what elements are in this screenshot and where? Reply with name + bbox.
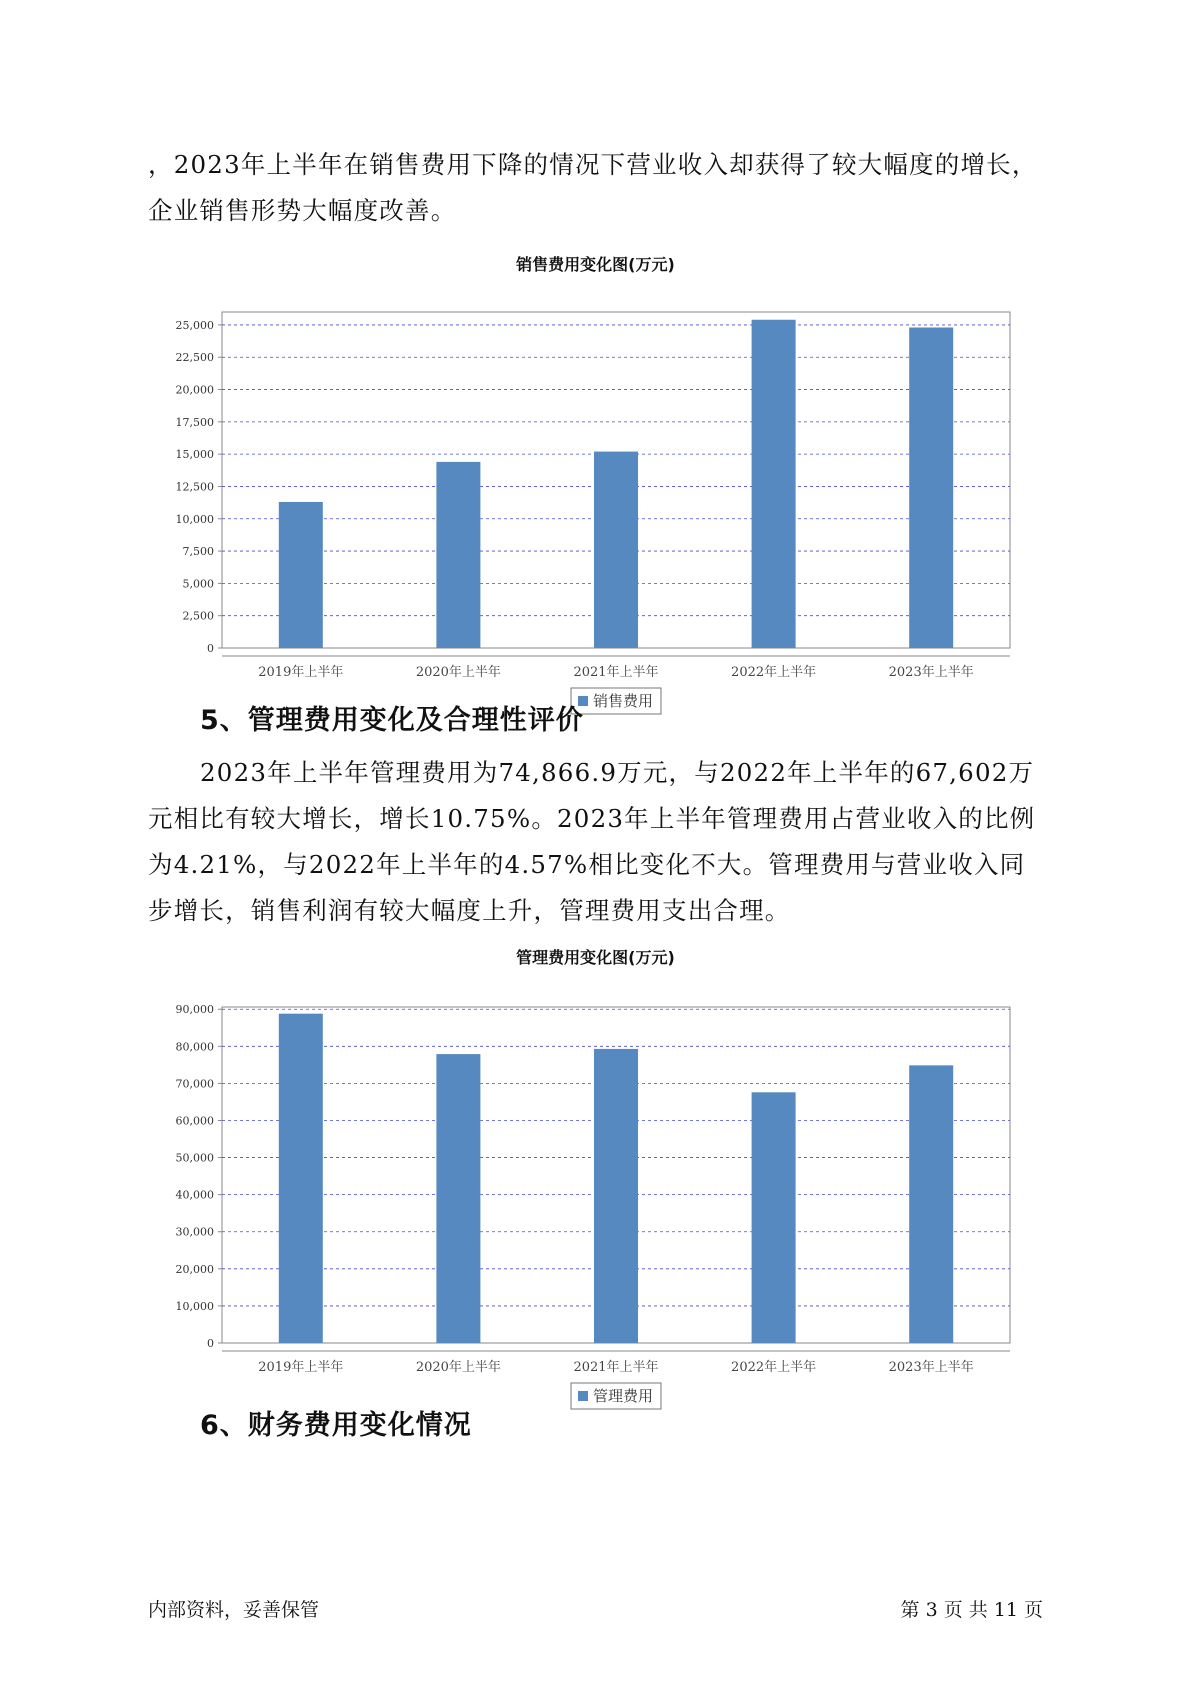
section5-heading: 5、管理费用变化及合理性评价 bbox=[200, 705, 584, 736]
bar bbox=[594, 452, 638, 648]
x-tick-label: 2020年上半年 bbox=[415, 1360, 501, 1375]
admin-expense-chart bbox=[0, 975, 1191, 1405]
section5-paragraph bbox=[148, 750, 1043, 934]
admin-chart-title: 管理费用变化图(万元) bbox=[516, 948, 675, 967]
section5-paragraph-text: 2023年上半年管理费用为74,866.9万元，与2022年上半年的67,602万元相比有较大增长，增长10.75%。2023年上半年管理费用占营业收入的比例为4.21%，与2022年上半年的4.57%相比变化不大。管理费用与营业收入同步增长，销售利润有较大幅度上升，管理费用支出合理。 bbox=[148, 758, 1036, 925]
intro-paragraph: ，2023年上半年在销售费用下降的情况下营业收入却获得了较大幅度的增长，企业销售形势大幅度改善。 bbox=[148, 150, 1038, 225]
bar bbox=[436, 462, 480, 648]
y-tick-label: 7,500 bbox=[182, 545, 214, 559]
y-tick-label: 70,000 bbox=[175, 1077, 214, 1091]
y-tick-label: 10,000 bbox=[175, 512, 214, 526]
y-tick-label: 10,000 bbox=[175, 1299, 214, 1313]
y-tick-label: 30,000 bbox=[175, 1225, 214, 1239]
y-tick-label: 15,000 bbox=[175, 448, 214, 462]
y-tick-label: 0 bbox=[207, 642, 214, 655]
x-tick-label: 2023年上半年 bbox=[888, 665, 974, 680]
bar bbox=[436, 1054, 480, 1343]
y-tick-label: 0 bbox=[207, 1337, 214, 1350]
y-tick-label: 20,000 bbox=[175, 383, 214, 397]
x-tick-label: 2021年上半年 bbox=[573, 1360, 659, 1375]
y-tick-label: 12,500 bbox=[175, 480, 214, 494]
x-tick-label: 2022年上半年 bbox=[731, 665, 817, 680]
y-tick-label: 20,000 bbox=[175, 1262, 214, 1276]
y-tick-label: 80,000 bbox=[175, 1040, 214, 1054]
y-tick-label: 25,000 bbox=[175, 318, 214, 332]
x-tick-label: 2022年上半年 bbox=[731, 1360, 817, 1375]
bar bbox=[279, 502, 323, 648]
y-tick-label: 22,500 bbox=[175, 351, 214, 365]
y-tick-label: 2,500 bbox=[182, 609, 214, 623]
y-tick-label: 5,000 bbox=[182, 577, 214, 591]
legend bbox=[571, 688, 661, 714]
bar bbox=[909, 1065, 953, 1343]
section6-heading: 6、财务费用变化情况 bbox=[200, 1410, 472, 1441]
x-tick-label: 2020年上半年 bbox=[415, 665, 501, 680]
sales-expense-chart bbox=[0, 280, 1191, 710]
y-tick-label: 40,000 bbox=[175, 1188, 214, 1202]
y-tick-label: 90,000 bbox=[175, 1003, 214, 1017]
bar bbox=[909, 328, 953, 648]
bar bbox=[752, 320, 796, 648]
legend-label: 管理费用 bbox=[593, 1387, 654, 1405]
x-tick-label: 2019年上半年 bbox=[258, 665, 344, 680]
x-tick-label: 2023年上半年 bbox=[888, 1360, 974, 1375]
legend-swatch bbox=[578, 1391, 588, 1401]
footer-page-number: 第 3 页 共 11 页 bbox=[900, 1599, 1043, 1621]
y-tick-label: 17,500 bbox=[175, 415, 214, 429]
bar bbox=[279, 1014, 323, 1343]
bar bbox=[752, 1092, 796, 1343]
y-tick-label: 50,000 bbox=[175, 1151, 214, 1165]
legend bbox=[571, 1383, 661, 1409]
x-tick-label: 2021年上半年 bbox=[573, 665, 659, 680]
x-tick-label: 2019年上半年 bbox=[258, 1360, 344, 1375]
footer-left: 内部资料，妥善保管 bbox=[148, 1599, 320, 1621]
y-tick-label: 60,000 bbox=[175, 1114, 214, 1128]
legend-label: 销售费用 bbox=[593, 692, 654, 710]
sales-chart-title: 销售费用变化图(万元) bbox=[516, 255, 675, 274]
bar bbox=[594, 1049, 638, 1343]
